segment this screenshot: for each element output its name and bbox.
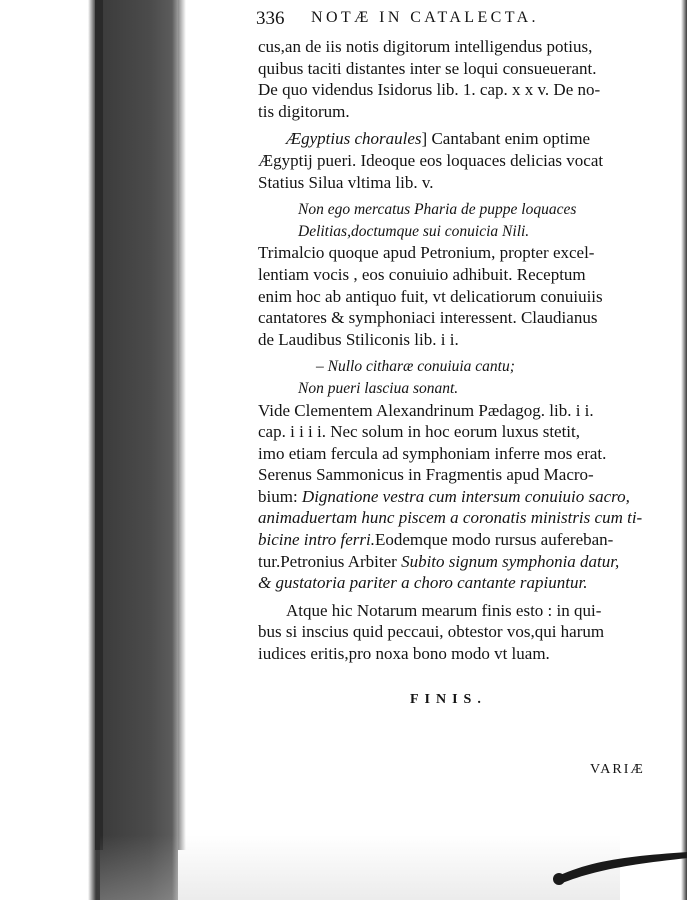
text-line: bus si inscius quid peccaui, obtestor vos,qui harum bbox=[258, 622, 605, 642]
catchword: VARIÆ bbox=[590, 762, 645, 777]
text-line: cantatores & symphoniaci interessent. Claudianus bbox=[258, 308, 598, 328]
text-line: imo etiam fercula ad symphoniam inferre mos erat. bbox=[258, 443, 607, 463]
text-line: de Laudibus Stiliconis lib. i i. bbox=[258, 329, 459, 349]
mixed-line bbox=[258, 529, 670, 551]
running-header bbox=[256, 8, 666, 34]
text-span: bium: bbox=[258, 486, 302, 506]
spine-edge bbox=[95, 0, 103, 850]
text-line: Serenus Sammonicus in Fragmentis apud Macro- bbox=[258, 465, 594, 485]
text-line: Ægyptij pueri. Ideoque eos loquaces delicias vocat bbox=[258, 150, 604, 170]
text-line: lentiam vocis , eos conuiuio adhibuit. Receptum bbox=[258, 264, 586, 284]
text-line: De quo videndus Isidorus lib. 1. cap. x x v. De no- bbox=[258, 80, 601, 100]
quotation-span: Subito signum symphonia datur, bbox=[401, 551, 620, 571]
text-line: iudices eritis,pro noxa bono modo vt luam. bbox=[258, 644, 550, 664]
page-bottom-shade bbox=[100, 835, 620, 900]
paragraph-lemma-line bbox=[258, 128, 670, 150]
text-line: tis digitorum. bbox=[258, 101, 350, 121]
text-span: Eodemque modo rursus aufereban- bbox=[374, 530, 614, 550]
book-gutter bbox=[0, 0, 185, 900]
finis-mark: FINIS. bbox=[410, 692, 487, 707]
verse-line: Non pueri lasciua sonant. bbox=[298, 379, 459, 397]
running-title: NOTÆ IN CATALECTA. bbox=[311, 9, 539, 26]
text-line: Vide Clementem Alexandrinum Pædagog. lib. i i. bbox=[258, 400, 594, 420]
lemma: Ægyptius choraules bbox=[286, 129, 422, 149]
lemma-bracket: ] bbox=[421, 129, 432, 149]
verse-line: – Nullo citharæ conuiuia cantu; bbox=[316, 358, 515, 376]
text-line: Trimalcio quoque apud Petronium, propter excel- bbox=[258, 243, 595, 263]
text-line: cus,an de iis notis digitorum intelligendus potius, bbox=[258, 37, 593, 56]
mixed-line bbox=[258, 486, 670, 508]
quotation-span: bicine intro ferri. bbox=[258, 530, 375, 550]
quotation-span: Dignatione vestra cum intersum conuiuio sacro, bbox=[301, 486, 630, 506]
verse-line: Non ego mercatus Pharia de puppe loquaces bbox=[298, 201, 577, 219]
page-shadow bbox=[178, 0, 186, 850]
text-line: enim hoc ab antiquo fuit, vt delicatiorum conuiuiis bbox=[258, 286, 603, 306]
bookmark-ribbon bbox=[550, 848, 687, 888]
quotation-line: animaduertam hunc piscem a coronatis ministris cum ti- bbox=[258, 508, 643, 528]
text-line: quibus taciti distantes inter se loqui consueuerant. bbox=[258, 58, 597, 78]
verse-line: Delitias,doctumque sui conuicia Nili. bbox=[298, 222, 530, 240]
text-span: tur.Petronius Arbiter bbox=[258, 551, 402, 571]
text-line: Statius Silua vltima lib. v. bbox=[258, 172, 434, 192]
page-right-edge bbox=[681, 0, 687, 900]
page-text bbox=[258, 36, 670, 665]
text-line: Atque hic Notarum mearum finis esto : in qui- bbox=[286, 600, 602, 620]
text-span: Cantabant enim optime bbox=[431, 129, 591, 149]
quotation-line: & gustatoria pariter a choro cantante rapiuntur. bbox=[258, 573, 588, 593]
page-number: 336 bbox=[256, 8, 285, 29]
text-line: cap. i i i i. Nec solum in hoc eorum luxus stetit, bbox=[258, 422, 581, 442]
mixed-line bbox=[258, 551, 670, 573]
